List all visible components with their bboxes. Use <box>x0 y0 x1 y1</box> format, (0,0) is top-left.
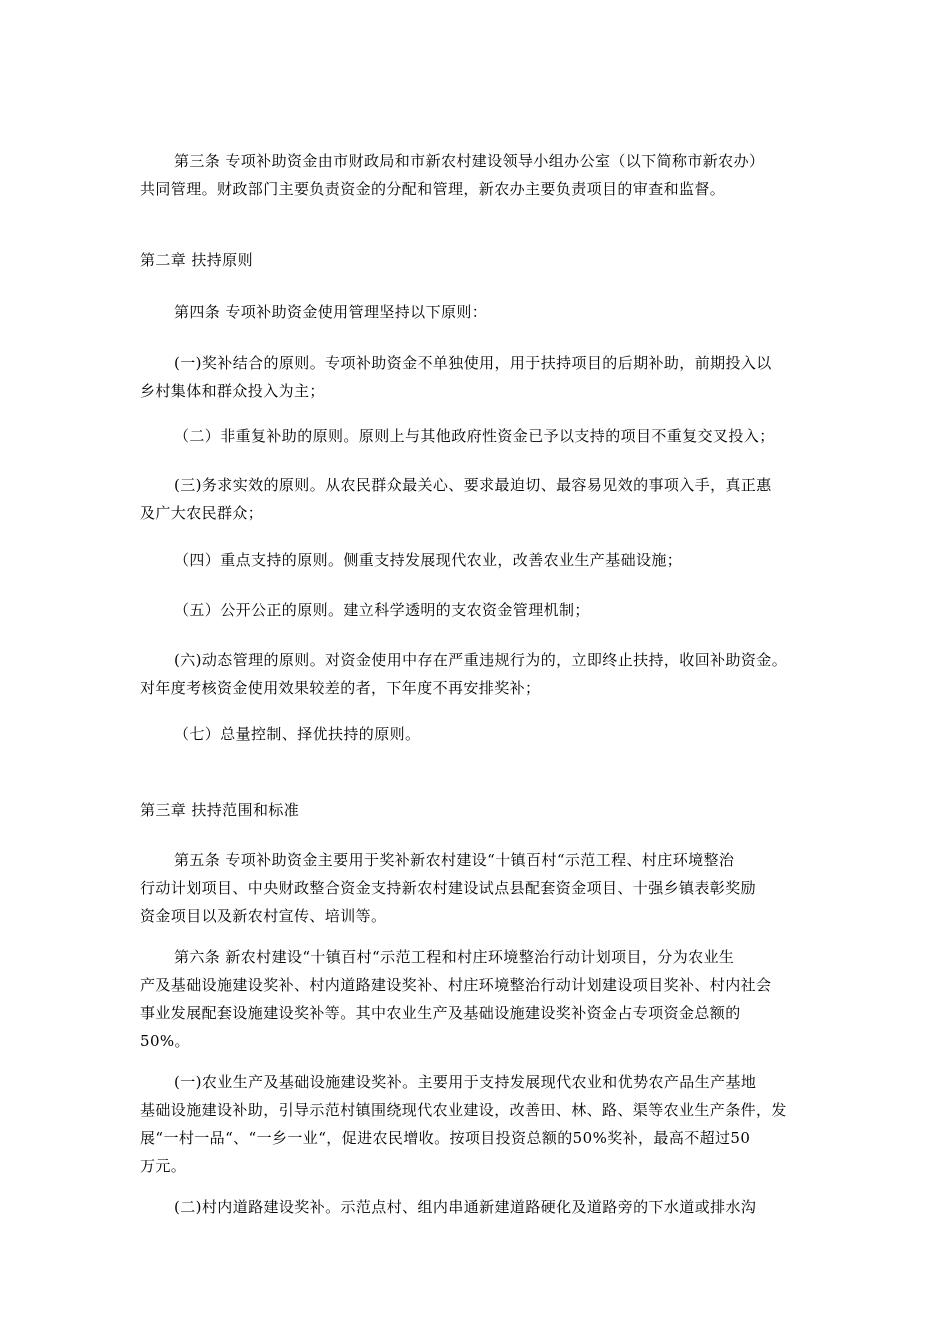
paragraph-line: 行动计划项目、中央财政整合资金支持新农村建设试点县配套资金项目、十强乡镇表彰奖励 <box>140 879 757 897</box>
paragraph-line: 第三条 专项补助资金由市财政局和市新农村建设领导小组办公室（以下简称市新农办） <box>174 152 765 170</box>
paragraph-line: 事业发展配套设施建设奖补等。其中农业生产及基础设施建设奖补资金占专项资金总额的 <box>140 1004 741 1022</box>
subsidy-2-paragraph <box>140 1193 812 1221</box>
principle-4-paragraph <box>140 546 812 574</box>
principle-2-paragraph <box>140 422 812 450</box>
paragraph-line: 对年度考核资金使用效果较差的者，下年度不再安排奖补； <box>140 679 541 697</box>
paragraph-line: 共同管理。财政部门主要负责资金的分配和管理，新农办主要负责项目的审查和监督。 <box>140 180 726 198</box>
article-6-paragraph <box>140 943 812 1055</box>
paragraph-line: 第六条 新农村建设“十镇百村“示范工程和村庄环境整治行动计划项目，分为农业生 <box>174 948 735 966</box>
paragraph-line: （五）公开公正的原则。建立科学透明的支农资金管理机制； <box>174 601 590 619</box>
paragraph-line: 50%。 <box>140 1032 190 1050</box>
paragraph-line: 产及基础设施建设奖补、村内道路建设奖补、村庄环境整治行动计划建设项目奖补、村内社会 <box>140 976 772 994</box>
paragraph-line: （七）总量控制、择优扶持的原则。 <box>174 725 421 743</box>
paragraph-line: 第五条 专项补助资金主要用于奖补新农村建设“十镇百村“示范工程、村庄环境整治 <box>174 851 735 869</box>
paragraph-line: 资金项目以及新农村宣传、培训等。 <box>140 907 387 925</box>
subsidy-1-paragraph <box>140 1068 812 1180</box>
article-3-paragraph <box>140 147 812 203</box>
paragraph-line: (一)农业生产及基础设施建设奖补。主要用于支持发展现代农业和优势农产品生产基地 <box>174 1073 757 1091</box>
paragraph-line: 乡村集体和群众投入为主； <box>140 382 325 400</box>
principle-7-paragraph <box>140 720 812 748</box>
chapter-3-heading: 第三章 扶持范围和标准 <box>140 801 300 819</box>
paragraph-line: 第四条 专项补助资金使用管理坚持以下原则： <box>174 303 488 321</box>
paragraph-line: 及广大农民群众； <box>140 504 264 522</box>
principle-5-paragraph <box>140 596 812 624</box>
paragraph-line: 展“一村一品“、“一乡一业“，促进农民增收。按项目投资总额的50%奖补，最高不超过50 <box>140 1129 751 1147</box>
paragraph-line: （二）非重复补助的原则。原则上与其他政府性资金已予以支持的项目不重复交叉投入； <box>174 427 775 445</box>
paragraph-line: (一)奖补结合的原则。专项补助资金不单独使用，用于扶持项目的后期补助，前期投入以 <box>174 354 772 372</box>
paragraph-line: (六)动态管理的原则。对资金使用中存在严重违规行为的，立即终止扶持，收回补助资金。 <box>174 651 788 669</box>
chapter-2-heading: 第二章 扶持原则 <box>140 251 253 269</box>
paragraph-line: (三)务求实效的原则。从农民群众最关心、要求最迫切、最容易见效的事项入手，真正惠 <box>174 476 772 494</box>
paragraph-line: 基础设施建设补助，引导示范村镇围绕现代农业建设，改善田、林、路、渠等农业生产条件，发 <box>140 1101 787 1119</box>
article-4-paragraph <box>140 298 812 326</box>
principle-6-paragraph <box>140 646 812 702</box>
principle-1-paragraph <box>140 349 812 405</box>
paragraph-line: （四）重点支持的原则。侧重支持发展现代农业，改善农业生产基础设施； <box>174 551 683 569</box>
paragraph-line: (二)村内道路建设奖补。示范点村、组内串通新建道路硬化及道路旁的下水道或排水沟 <box>174 1198 757 1216</box>
principle-3-paragraph <box>140 471 812 527</box>
paragraph-line: 万元。 <box>140 1157 187 1175</box>
article-5-paragraph <box>140 846 812 930</box>
